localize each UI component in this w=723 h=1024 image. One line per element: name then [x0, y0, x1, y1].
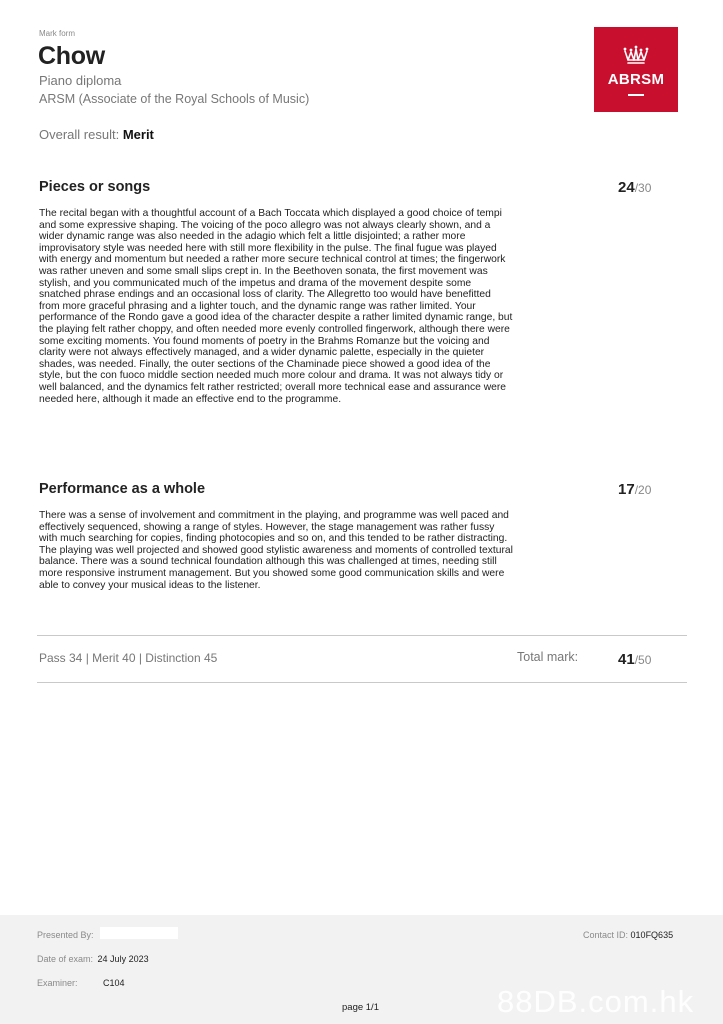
examiner-value: C104 — [103, 978, 125, 988]
presented-by-label: Presented By: — [37, 930, 94, 940]
grade-thresholds: Pass 34 | Merit 40 | Distinction 45 — [39, 651, 218, 665]
section-score-pieces — [618, 179, 651, 196]
divider-top — [37, 635, 687, 636]
contact-id — [583, 930, 673, 940]
examiner-label: Examiner: — [37, 978, 78, 988]
total-mark-label: Total mark: — [517, 650, 579, 664]
exam-date-value: 24 July 2023 — [97, 954, 149, 964]
section-title-performance: Performance as a whole — [39, 481, 206, 497]
section-score-performance — [618, 481, 651, 498]
score-value: 24 — [618, 179, 635, 196]
divider-bottom — [37, 682, 687, 683]
section-comment-pieces: The recital began with a thoughtful account of a Bach Toccata which displayed a good choice of tempi and some expressive shaping. The voicing of the poco allegro was not always clearly shown, and a wider dynamic range was also needed in the adagio which felt a little disjointed; a rather more improvisatory style was needed here with still more flexibility in the pulse. The final fugue was played with energy and momentum but needed a rather more secure technical control at times; the fingerwork was rather uneven and some small slips crept in. In the Beethoven sonata, the first movement was stylish, and you communicated much of the impetus and drama of the movement despite some snatched phrase endings and an occasional loss of clarity. The Allegretto too would have benefitted from more graceful phrasing and a lighter touch, and the dynamic range was rather limited. Your performance of the Rondo gave a good idea of the character despite a rather limited dynamic range, but the playing felt rather choppy, and often needed more evenly controlled fingerwork, although there were some exciting moments. You found moments of poetry in the Brahms Romanze but the voicing and clarity were not always effectively managed, and a wider dynamic palette, especially in the quieter shades, was needed. Finally, the outer sections of the Chaminade piece showed a good idea of the style, but the con fuoco middle section needed much more colour and drama. It was not always tidy or well balanced, and the dynamics felt rather restricted; overall more technical ease and assurance were needed here, although it made an effective end to the programme. — [39, 208, 513, 405]
overall-result — [39, 127, 154, 142]
candidate-name: Chow — [38, 42, 105, 70]
watermark: 88DB.com.hk — [497, 984, 695, 1019]
qualification-label: ARSM (Associate of the Royal Schools of Music) — [39, 92, 310, 106]
contact-id-value: 010FQ635 — [630, 930, 674, 940]
mark-form-label: Mark form — [39, 29, 75, 38]
overall-result-label: Overall result: — [39, 127, 120, 142]
score-max: /20 — [634, 483, 652, 497]
score-max: /30 — [634, 181, 652, 195]
subject-label: Piano diploma — [39, 73, 122, 88]
logo-text: ABRSM — [607, 71, 665, 88]
total-mark — [618, 651, 651, 668]
total-score-max: /50 — [634, 653, 652, 667]
exam-date-label: Date of exam: — [37, 954, 94, 964]
section-title-pieces: Pieces or songs — [39, 179, 151, 195]
section-comment-performance: There was a sense of involvement and commitment in the playing, and programme was well paced and effectively sequenced, showing a range of styles. However, the stage management was rather fussy with much searching for copies, finding photocopies and so on, and this tended to be rather distracting. The playing was well projected and showed good stylistic awareness and moments of controlled textural balance. There was a sound technical foundation although this was challenged at times, needing still more responsive instrument management. But you showed some good communication skills and were able to convey your musical ideas to the listener. — [39, 510, 513, 591]
crown-icon — [622, 43, 650, 65]
presented-by-field — [100, 927, 178, 939]
abrsm-logo — [594, 27, 678, 112]
contact-id-label: Contact ID: — [583, 930, 629, 940]
score-value: 17 — [618, 481, 635, 498]
total-score-value: 41 — [618, 651, 635, 668]
logo-underline — [628, 94, 644, 96]
exam-date — [37, 954, 149, 964]
overall-result-value: Merit — [122, 127, 154, 142]
page-number: page 1/1 — [342, 1002, 379, 1013]
